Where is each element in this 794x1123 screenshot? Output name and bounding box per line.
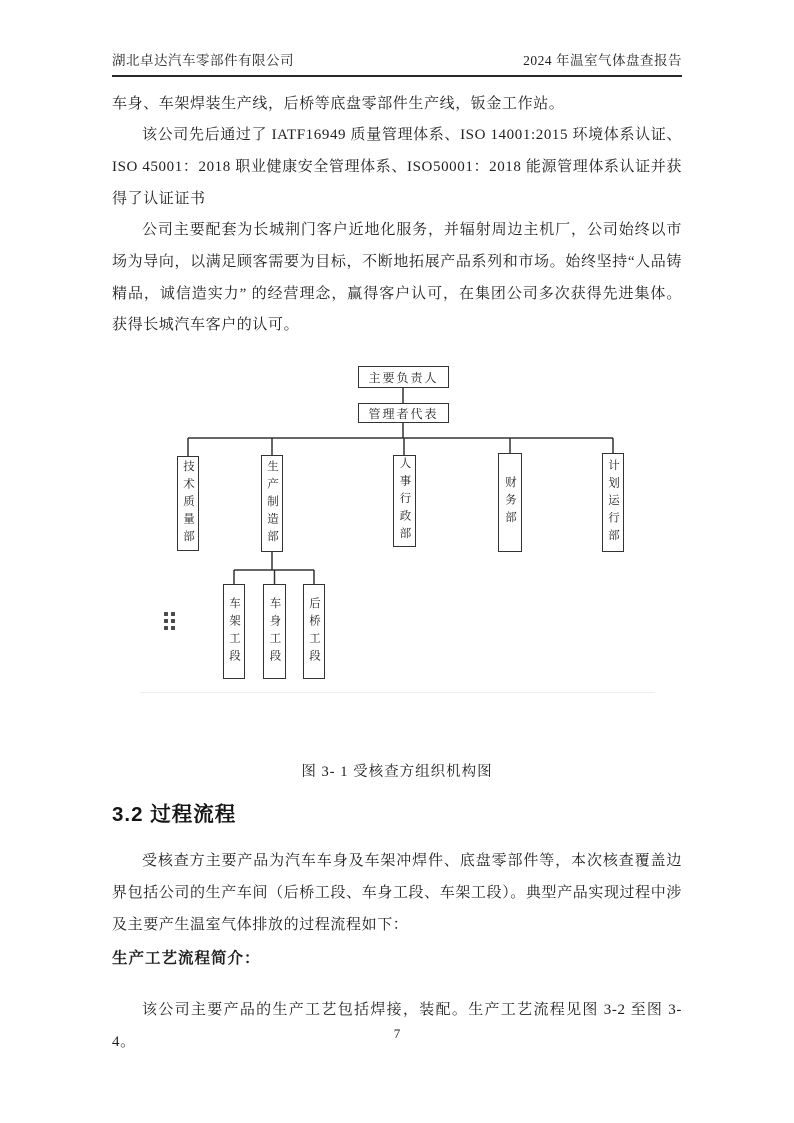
org-node-management-representative: 管理者代表 bbox=[358, 403, 449, 423]
page-header bbox=[112, 50, 682, 77]
org-node-top-leader: 主要负责人 bbox=[358, 366, 449, 388]
dots-grid-icon bbox=[164, 612, 175, 630]
figure-caption: 图 3- 1 受核查方组织机构图 bbox=[301, 764, 493, 780]
paragraph-process-summary: 该公司主要产品的生产工艺包括焊接，装配。生产工艺流程见图 3-2 至图 3-4。 bbox=[112, 1002, 682, 1050]
figure-image-edge bbox=[140, 692, 655, 693]
paragraph-company-market: 公司主要配套为长城荆门客户近地化服务，并辐射周边主机厂，公司始终以市场为导向，以满足顾客需要为目标，不断地拓展产品系列和市场。始终坚持“人品铸精品，诚信造实力” 的经营理念，赢得客户认可，在集团公司多次获得先进集体。获得长城汽车客户的认可。 bbox=[112, 222, 682, 334]
org-node-dept-tech-quality: 技术质量部 bbox=[177, 456, 199, 551]
org-node-section-frame: 车架工段 bbox=[223, 584, 245, 679]
paragraph-audit-scope: 受核查方主要产品为汽车车身及车架冲焊件、底盘零部件等，本次核查覆盖边界包括公司的生产车间（后桥工段、车身工段、车架工段）。典型产品实现过程中涉及主要产生温室气体排放的过程流程如下： bbox=[112, 853, 682, 933]
paragraph-certifications: 该公司先后通过了 IATF16949 质量管理体系、ISO 14001:2015 环境体系认证、ISO 45001：2018 职业健康安全管理体系、ISO50001：2018 能源管理体系认证并获得了认证证书 bbox=[112, 127, 682, 207]
org-chart-figure bbox=[100, 355, 700, 695]
org-node-dept-hr-admin: 人事行政部 bbox=[393, 455, 416, 547]
org-node-dept-planning-operation: 计划运行部 bbox=[602, 453, 624, 552]
header-report-title: 2024 年温室气体盘查报告 bbox=[523, 53, 682, 68]
org-node-section-rear-axle: 后桥工段 bbox=[303, 584, 325, 679]
org-node-dept-finance: 财务部 bbox=[498, 453, 522, 552]
page-number: 7 bbox=[393, 1026, 401, 1041]
section-heading-3-2: 3.2 过程流程 bbox=[112, 803, 237, 826]
org-node-dept-production: 生产制造部 bbox=[261, 455, 283, 552]
process-flow-subheading: 生产工艺流程简介： bbox=[112, 950, 261, 967]
org-node-section-body: 车身工段 bbox=[263, 584, 286, 679]
paragraph-production-lines: 车身、车架焊装生产线，后桥等底盘零部件生产线，钣金工作站。 bbox=[112, 96, 565, 112]
header-company-name: 湖北卓达汽车零部件有限公司 bbox=[112, 53, 294, 68]
